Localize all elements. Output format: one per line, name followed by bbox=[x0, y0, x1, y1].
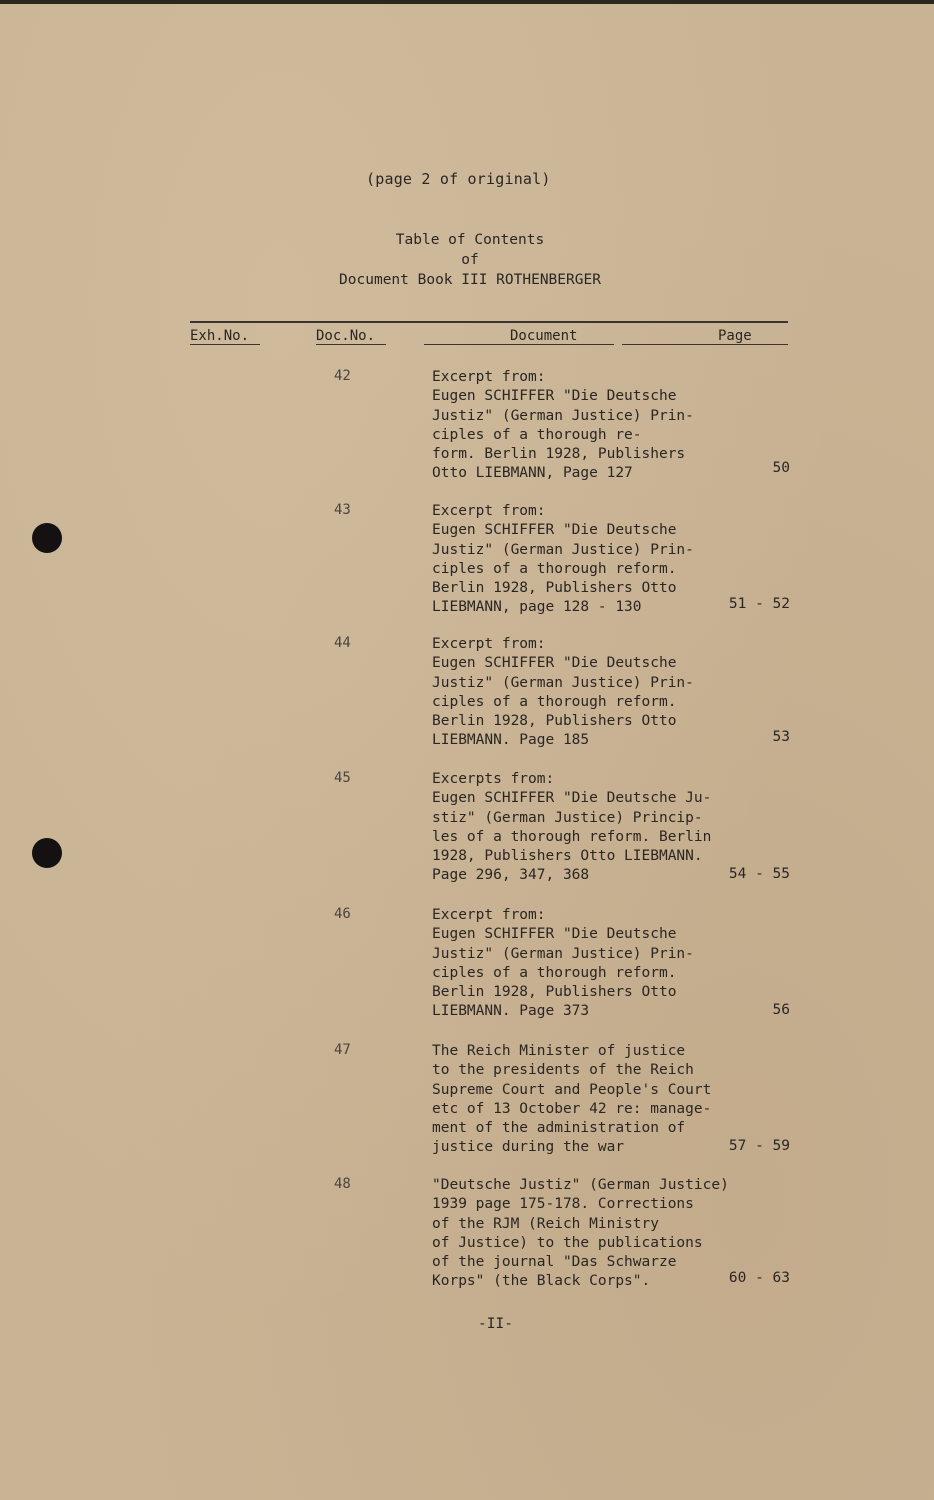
entry-line: Eugen SCHIFFER "Die Deutsche bbox=[432, 522, 677, 539]
entry-line: of the RJM (Reich Ministry bbox=[432, 1215, 659, 1232]
page-reference: 51 - 52 bbox=[728, 596, 790, 612]
header-underline bbox=[190, 344, 260, 345]
entry-line: ciples of a thorough reform. bbox=[432, 560, 677, 577]
punch-hole bbox=[32, 838, 62, 868]
entry-line: LIEBMANN. Page 185 bbox=[432, 732, 590, 749]
entry-line: les of a thorough reform. Berlin bbox=[432, 828, 712, 845]
entry-line: ciples of a thorough reform. bbox=[432, 964, 677, 981]
entry-line: Berlin 1928, Publishers Otto bbox=[432, 984, 677, 1001]
column-header-page: Page bbox=[718, 328, 752, 344]
entry-line: "Deutsche Justiz" (German Justice) bbox=[432, 1177, 729, 1193]
title-block bbox=[300, 230, 640, 290]
column-header-document: Document bbox=[510, 328, 578, 344]
header-rule bbox=[190, 321, 788, 323]
entry-line: Eugen SCHIFFER "Die Deutsche bbox=[432, 926, 677, 943]
entry-line: justice during the war bbox=[432, 1139, 625, 1156]
punch-hole bbox=[32, 523, 62, 553]
entry-line: Berlin 1928, Publishers Otto bbox=[432, 580, 677, 597]
entry-line: Otto LIEBMANN, Page 127 bbox=[432, 465, 633, 482]
page-reference: 53 bbox=[772, 729, 790, 745]
header-underline bbox=[316, 344, 386, 345]
entry-line: stiz" (German Justice) Princip- bbox=[432, 809, 703, 826]
doc-number: 45 bbox=[334, 770, 351, 786]
entry-line: LIEBMANN. Page 373 bbox=[432, 1003, 590, 1020]
page-reference: 54 - 55 bbox=[728, 866, 790, 882]
entry-line: Excerpt from: bbox=[432, 503, 546, 519]
entry-line: ciples of a thorough re- bbox=[432, 426, 642, 443]
entry-line: LIEBMANN, page 128 - 130 bbox=[432, 599, 642, 616]
entry-line: Supreme Court and People's Court bbox=[432, 1081, 712, 1098]
entry-line: Excerpt from: bbox=[432, 636, 546, 652]
entry-line: Justiz" (German Justice) Prin- bbox=[432, 541, 694, 558]
entry-line: of Justice) to the publications bbox=[432, 1234, 703, 1251]
doc-number: 42 bbox=[334, 368, 351, 384]
column-header-exh-no: Exh.No. bbox=[190, 328, 250, 344]
column-header-doc-no: Doc.No. bbox=[316, 328, 376, 344]
entry-line: Berlin 1928, Publishers Otto bbox=[432, 713, 677, 730]
entry-line: 1939 page 175-178. Corrections bbox=[432, 1196, 694, 1213]
doc-number: 48 bbox=[334, 1176, 351, 1192]
entry-line: The Reich Minister of justice bbox=[432, 1043, 686, 1059]
doc-number: 44 bbox=[334, 635, 351, 651]
entry-line: to the presidents of the Reich bbox=[432, 1062, 694, 1079]
original-page-note: (page 2 of original) bbox=[366, 170, 551, 188]
title-line-2: of bbox=[461, 252, 479, 268]
entry-line: form. Berlin 1928, Publishers bbox=[432, 446, 686, 463]
entry-line: Korps" (the Black Corps". bbox=[432, 1273, 651, 1290]
page-reference: 50 bbox=[772, 460, 790, 476]
entry-line: Justiz" (German Justice) Prin- bbox=[432, 407, 694, 424]
page-reference: 56 bbox=[772, 1002, 790, 1018]
page-reference: 57 - 59 bbox=[728, 1138, 790, 1154]
page-number: -II- bbox=[478, 1316, 513, 1332]
entry-line: Excerpt from: bbox=[432, 369, 546, 385]
header-underline bbox=[424, 344, 614, 345]
title-line-1: Table of Contents bbox=[395, 232, 545, 248]
entry-line: 1928, Publishers Otto LIEBMANN. bbox=[432, 848, 703, 865]
header-underline bbox=[622, 344, 788, 345]
title-line-3: Document Book III ROTHENBERGER bbox=[339, 272, 601, 288]
entry-line: Page 296, 347, 368 bbox=[432, 867, 590, 884]
entry-line: Justiz" (German Justice) Prin- bbox=[432, 674, 694, 691]
entry-line: Eugen SCHIFFER "Die Deutsche bbox=[432, 388, 677, 405]
entry-line: Eugen SCHIFFER "Die Deutsche Ju- bbox=[432, 790, 712, 807]
entry-line: Excerpts from: bbox=[432, 771, 555, 787]
entry-line: Excerpt from: bbox=[432, 907, 546, 923]
entry-line: Eugen SCHIFFER "Die Deutsche bbox=[432, 655, 677, 672]
entry-line: ment of the administration of bbox=[432, 1120, 686, 1137]
page-reference: 60 - 63 bbox=[728, 1270, 790, 1286]
entry-line: Justiz" (German Justice) Prin- bbox=[432, 945, 694, 962]
doc-number: 46 bbox=[334, 906, 351, 922]
entry-line: of the journal "Das Schwarze bbox=[432, 1254, 677, 1271]
top-edge-shadow bbox=[0, 0, 934, 4]
entry-line: etc of 13 October 42 re: manage- bbox=[432, 1100, 712, 1117]
doc-number: 47 bbox=[334, 1042, 351, 1058]
entry-line: ciples of a thorough reform. bbox=[432, 693, 677, 710]
doc-number: 43 bbox=[334, 502, 351, 518]
